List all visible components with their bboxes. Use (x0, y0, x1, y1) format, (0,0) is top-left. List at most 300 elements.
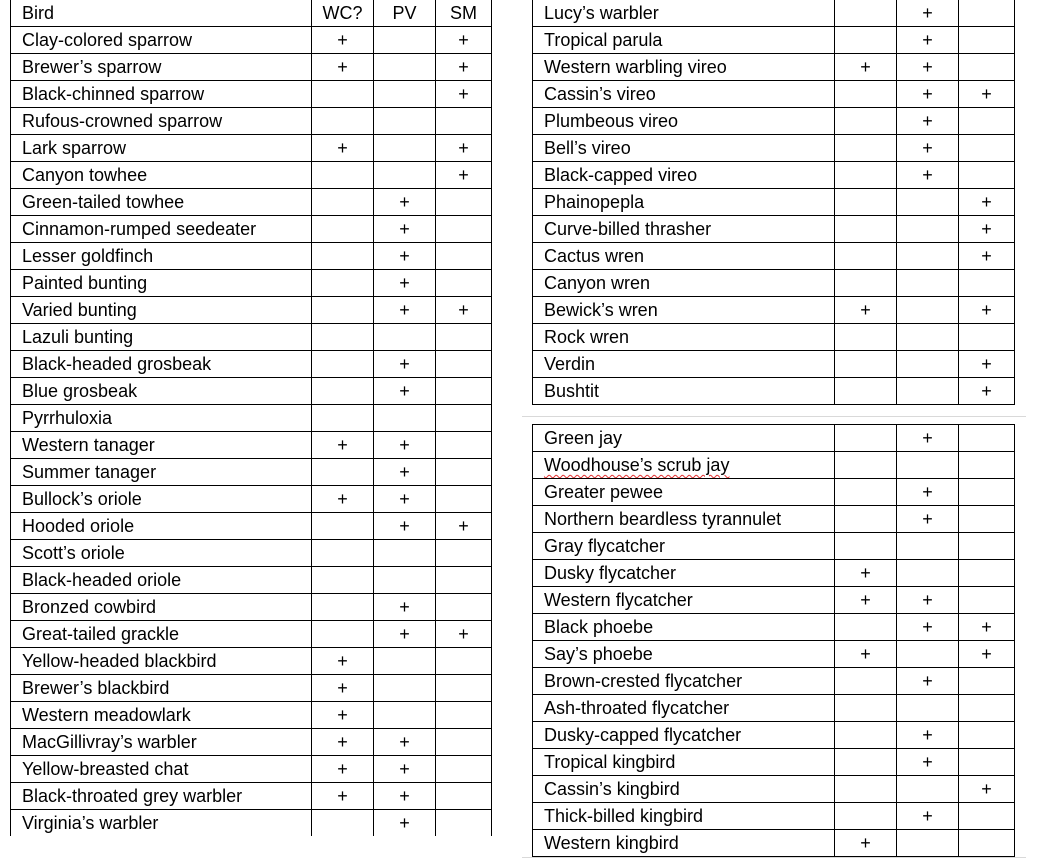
wc-mark-cell (312, 324, 374, 351)
pv-mark-cell (897, 243, 959, 270)
table-row (11, 270, 492, 297)
table-row (533, 614, 1015, 641)
wc-mark-cell (312, 405, 374, 432)
pv-mark-cell: + (897, 108, 959, 135)
table-row (533, 189, 1015, 216)
bird-name: Varied bunting (22, 300, 137, 320)
wc-mark-cell: + (835, 54, 897, 81)
sm-mark-cell: + (959, 351, 1015, 378)
pv-mark-cell: + (374, 783, 436, 810)
bird-name-cell (533, 162, 835, 189)
wc-mark-cell (312, 810, 374, 837)
pv-mark-cell (897, 560, 959, 587)
pv-mark-cell (897, 641, 959, 668)
bird-name-cell (11, 27, 312, 54)
table-row (533, 425, 1015, 452)
bird-name: Hooded oriole (22, 516, 135, 536)
bird-name: Northern beardless tyrannulet (544, 509, 782, 529)
table-row (533, 560, 1015, 587)
pv-mark-cell (897, 695, 959, 722)
wc-mark-cell (312, 378, 374, 405)
bird-name: Gray flycatcher (544, 536, 666, 556)
bird-name: Yellow-headed blackbird (22, 651, 217, 671)
pv-mark-cell: + (374, 297, 436, 324)
bird-name-cell (11, 675, 312, 702)
wc-mark-cell (835, 108, 897, 135)
bird-name: Green jay (544, 428, 623, 448)
sm-mark-cell (436, 216, 492, 243)
table-row (11, 189, 492, 216)
bird-name-cell (533, 0, 835, 27)
wc-mark-cell: + (312, 648, 374, 675)
bird-name: Brewer’s blackbird (22, 678, 170, 698)
bird-name-cell (533, 135, 835, 162)
bird-name: Tropical kingbird (544, 752, 676, 772)
bird-name-cell (11, 702, 312, 729)
sm-mark-cell (959, 452, 1015, 479)
pv-mark-cell (374, 54, 436, 81)
table-row (11, 756, 492, 783)
bird-name: Cinnamon-rumped seedeater (22, 219, 257, 239)
bird-name: Great-tailed grackle (22, 624, 180, 644)
sm-mark-cell (436, 243, 492, 270)
table-row (533, 776, 1015, 803)
pv-mark-cell: + (374, 486, 436, 513)
pv-mark-cell: + (897, 803, 959, 830)
bird-name-cell (533, 27, 835, 54)
table-row (11, 783, 492, 810)
table-row (11, 81, 492, 108)
sm-mark-cell: + (436, 621, 492, 648)
sm-mark-cell (959, 54, 1015, 81)
pv-mark-cell: + (374, 621, 436, 648)
bird-name: Yellow-breasted chat (22, 759, 189, 779)
pv-mark-cell: + (374, 270, 436, 297)
bird-name-cell (11, 189, 312, 216)
table-row (11, 702, 492, 729)
bird-name-cell (533, 81, 835, 108)
bird-name-cell (533, 452, 835, 479)
pv-mark-cell (374, 135, 436, 162)
sm-mark-cell (436, 648, 492, 675)
bird-name-cell (11, 486, 312, 513)
sm-mark-cell: + (959, 776, 1015, 803)
sm-mark-cell (436, 486, 492, 513)
sm-mark-cell (959, 324, 1015, 351)
table-row (533, 324, 1015, 351)
table-row (11, 108, 492, 135)
bird-name-cell (533, 587, 835, 614)
pv-mark-cell: + (374, 810, 436, 837)
wc-mark-cell (835, 216, 897, 243)
pv-mark-cell: + (374, 351, 436, 378)
wc-mark-cell (312, 351, 374, 378)
sm-mark-cell (436, 594, 492, 621)
bird-name: Bewick’s wren (544, 300, 658, 320)
table-row (11, 27, 492, 54)
pv-mark-cell: + (897, 27, 959, 54)
table-row (11, 459, 492, 486)
bird-name: Verdin (544, 354, 596, 374)
table-row (11, 243, 492, 270)
table-row (11, 621, 492, 648)
sm-mark-cell (436, 756, 492, 783)
pv-mark-cell: + (374, 432, 436, 459)
pv-mark-cell (897, 270, 959, 297)
bird-name: Curve-billed thrasher (544, 219, 712, 239)
bird-name: Canyon towhee (22, 165, 148, 185)
bird-name: Black-headed oriole (22, 570, 182, 590)
wc-mark-cell: + (312, 702, 374, 729)
sm-mark-cell: + (959, 243, 1015, 270)
wc-mark-cell (312, 540, 374, 567)
pv-mark-cell (897, 216, 959, 243)
bird-name-cell (533, 695, 835, 722)
header-bird: Bird (11, 0, 312, 27)
pv-mark-cell (374, 675, 436, 702)
bird-name-cell (11, 540, 312, 567)
sm-mark-cell: + (436, 81, 492, 108)
bird-name: Western kingbird (544, 833, 679, 853)
bird-name: Western flycatcher (544, 590, 693, 610)
sm-mark-cell (436, 675, 492, 702)
bird-name: Cassin’s kingbird (544, 779, 680, 799)
sm-mark-cell (436, 432, 492, 459)
table-row (11, 297, 492, 324)
sm-mark-cell (959, 749, 1015, 776)
bird-name-cell (533, 243, 835, 270)
wc-mark-cell: + (312, 783, 374, 810)
wc-mark-cell (312, 594, 374, 621)
wc-mark-cell (312, 567, 374, 594)
wc-mark-cell (835, 749, 897, 776)
bird-name: Phainopepla (544, 192, 645, 212)
sm-mark-cell (959, 722, 1015, 749)
bird-name-cell (11, 378, 312, 405)
bird-name-cell (533, 641, 835, 668)
bird-name-cell (11, 297, 312, 324)
pv-mark-cell (374, 108, 436, 135)
wc-mark-cell: + (312, 675, 374, 702)
sm-mark-cell (436, 810, 492, 837)
wc-mark-cell (312, 270, 374, 297)
bird-name-cell (11, 324, 312, 351)
wc-mark-cell (835, 351, 897, 378)
bird-name-cell (11, 162, 312, 189)
table-row (11, 54, 492, 81)
sm-mark-cell (436, 729, 492, 756)
table-row (533, 270, 1015, 297)
wc-mark-cell (835, 479, 897, 506)
bird-name: Rock wren (544, 327, 630, 347)
bird-name-cell (533, 216, 835, 243)
bird-name: Bullock’s oriole (22, 489, 142, 509)
wc-mark-cell (312, 621, 374, 648)
bird-table-right-bottom (532, 424, 1015, 857)
bird-name: Bell’s vireo (544, 138, 631, 158)
table-row (11, 432, 492, 459)
table-row (533, 243, 1015, 270)
wc-mark-cell: + (835, 641, 897, 668)
pv-mark-cell (897, 776, 959, 803)
sm-mark-cell (436, 270, 492, 297)
wc-mark-cell (312, 243, 374, 270)
bird-name-cell (533, 560, 835, 587)
wc-mark-cell (312, 81, 374, 108)
sm-mark-cell: + (436, 54, 492, 81)
table-row (11, 675, 492, 702)
table-row (11, 162, 492, 189)
wc-mark-cell: + (835, 560, 897, 587)
wc-mark-cell (312, 297, 374, 324)
pv-mark-cell: + (897, 479, 959, 506)
wc-mark-cell (835, 614, 897, 641)
sm-mark-cell: + (959, 297, 1015, 324)
bird-name: Black phoebe (544, 617, 654, 637)
sm-mark-cell: + (959, 641, 1015, 668)
wc-mark-cell (835, 506, 897, 533)
bird-name-cell (11, 270, 312, 297)
bird-name: Pyrrhuloxia (22, 408, 113, 428)
sm-mark-cell (959, 162, 1015, 189)
wc-mark-cell (835, 452, 897, 479)
table-row (533, 533, 1015, 560)
table-row (533, 378, 1015, 405)
bird-name: Cactus wren (544, 246, 645, 266)
bottom-separator-line (522, 857, 1026, 858)
sm-mark-cell (959, 479, 1015, 506)
bird-name-cell (11, 243, 312, 270)
table-row (533, 216, 1015, 243)
table-row (533, 54, 1015, 81)
pv-mark-cell: + (897, 162, 959, 189)
table-row (11, 729, 492, 756)
bird-name: Lucy’s warbler (544, 3, 659, 23)
pv-mark-cell: + (897, 425, 959, 452)
wc-mark-cell (835, 803, 897, 830)
table-row (533, 162, 1015, 189)
table-row (533, 587, 1015, 614)
bird-name-cell (11, 432, 312, 459)
wc-mark-cell: + (312, 486, 374, 513)
bird-name: Painted bunting (22, 273, 148, 293)
pv-mark-cell (374, 162, 436, 189)
pv-mark-cell: + (897, 135, 959, 162)
wc-mark-cell (312, 189, 374, 216)
header-pv: PV (374, 0, 436, 27)
table-row (11, 594, 492, 621)
header-row (11, 0, 492, 27)
bird-name-cell (533, 668, 835, 695)
bird-name-cell (11, 216, 312, 243)
table-row (533, 351, 1015, 378)
sm-mark-cell (436, 189, 492, 216)
bird-name: Plumbeous vireo (544, 111, 679, 131)
wc-mark-cell (835, 135, 897, 162)
pv-mark-cell (897, 378, 959, 405)
sm-mark-cell (436, 540, 492, 567)
bird-name-cell (533, 776, 835, 803)
wc-mark-cell (312, 459, 374, 486)
sm-mark-cell (436, 405, 492, 432)
sm-mark-cell (959, 0, 1015, 27)
wc-mark-cell (312, 513, 374, 540)
bird-name-cell (11, 513, 312, 540)
pv-mark-cell: + (897, 668, 959, 695)
table-row (11, 378, 492, 405)
table-row (533, 695, 1015, 722)
bird-name-cell (11, 108, 312, 135)
bird-name-cell (11, 459, 312, 486)
bird-name: Brewer’s sparrow (22, 57, 162, 77)
pv-mark-cell: + (374, 189, 436, 216)
wc-mark-cell (835, 162, 897, 189)
bird-name: Canyon wren (544, 273, 651, 293)
pv-mark-cell (374, 324, 436, 351)
wc-mark-cell (835, 189, 897, 216)
bird-name-cell (533, 506, 835, 533)
wc-mark-cell (835, 668, 897, 695)
bird-name-cell (533, 803, 835, 830)
bird-name: Ash-throated flycatcher (544, 698, 730, 718)
bird-name: Summer tanager (22, 462, 157, 482)
wc-mark-cell (835, 378, 897, 405)
table-row (533, 81, 1015, 108)
table-row (533, 479, 1015, 506)
pv-mark-cell (897, 189, 959, 216)
wc-mark-cell (835, 425, 897, 452)
table-row (533, 749, 1015, 776)
wc-mark-cell: + (835, 830, 897, 857)
bird-name-cell (533, 749, 835, 776)
table-row (533, 135, 1015, 162)
table-row (533, 668, 1015, 695)
pv-mark-cell (374, 702, 436, 729)
bird-name: Tropical parula (544, 30, 663, 50)
pv-mark-cell (374, 567, 436, 594)
bird-name: Lark sparrow (22, 138, 127, 158)
bird-name: Black-capped vireo (544, 165, 698, 185)
pv-mark-cell: + (897, 749, 959, 776)
bird-name: Black-headed grosbeak (22, 354, 212, 374)
pv-mark-cell (897, 324, 959, 351)
table-row (11, 324, 492, 351)
bird-name: Cassin’s vireo (544, 84, 656, 104)
wc-mark-cell: + (835, 297, 897, 324)
pv-mark-cell: + (374, 594, 436, 621)
sm-mark-cell (436, 783, 492, 810)
bird-name: Lesser goldfinch (22, 246, 154, 266)
bird-name-cell (533, 351, 835, 378)
bird-name: Dusky flycatcher (544, 563, 677, 583)
pv-mark-cell: + (897, 506, 959, 533)
bird-name-cell (533, 324, 835, 351)
bird-name-cell (11, 756, 312, 783)
bird-name: Lazuli bunting (22, 327, 134, 347)
table-row (533, 830, 1015, 857)
wc-mark-cell (312, 108, 374, 135)
bird-name: Thick-billed kingbird (544, 806, 704, 826)
bird-name: Blue grosbeak (22, 381, 138, 401)
sm-mark-cell (959, 135, 1015, 162)
wc-mark-cell (312, 162, 374, 189)
sm-mark-cell (959, 695, 1015, 722)
table-row (11, 405, 492, 432)
table-row (533, 27, 1015, 54)
sm-mark-cell (959, 506, 1015, 533)
sm-mark-cell (436, 702, 492, 729)
bird-name: Bushtit (544, 381, 600, 401)
wc-mark-cell (835, 533, 897, 560)
table-row (11, 648, 492, 675)
pv-mark-cell (897, 297, 959, 324)
bird-name-cell (533, 108, 835, 135)
table-row (533, 297, 1015, 324)
wc-mark-cell (835, 81, 897, 108)
wc-mark-cell (835, 776, 897, 803)
bird-name-cell (533, 830, 835, 857)
bird-name-cell (533, 378, 835, 405)
bird-name: Black-throated grey warbler (22, 786, 243, 806)
bird-name-cell (533, 533, 835, 560)
bird-name-cell (533, 297, 835, 324)
bird-name-cell (533, 614, 835, 641)
bird-name-cell (533, 270, 835, 297)
table-row (11, 540, 492, 567)
bird-name-cell (533, 54, 835, 81)
sm-mark-cell (959, 533, 1015, 560)
sm-mark-cell: + (959, 378, 1015, 405)
table-row (11, 810, 492, 837)
sm-mark-cell (959, 27, 1015, 54)
sm-mark-cell: + (436, 135, 492, 162)
bird-name-cell (11, 648, 312, 675)
sm-mark-cell (959, 425, 1015, 452)
pv-mark-cell: + (374, 243, 436, 270)
table-row (533, 0, 1015, 27)
sm-mark-cell: + (959, 189, 1015, 216)
bird-name-cell (533, 189, 835, 216)
bird-table-left (10, 0, 492, 836)
bird-name: Greater pewee (544, 482, 664, 502)
bird-name-cell (533, 425, 835, 452)
pv-mark-cell: + (374, 459, 436, 486)
sm-mark-cell: + (436, 27, 492, 54)
bird-name: Scott’s oriole (22, 543, 125, 563)
wc-mark-cell: + (312, 54, 374, 81)
table-row (533, 641, 1015, 668)
wc-mark-cell: + (312, 729, 374, 756)
table-row (11, 216, 492, 243)
wc-mark-cell: + (835, 587, 897, 614)
sm-mark-cell (436, 378, 492, 405)
bird-name: Woodhouse’s scrub jay (544, 455, 730, 475)
pv-mark-cell (374, 648, 436, 675)
bird-name: Brown-crested flycatcher (544, 671, 743, 691)
pv-mark-cell: + (897, 722, 959, 749)
pv-mark-cell: + (374, 729, 436, 756)
bird-name-cell (11, 567, 312, 594)
bird-name: Rufous-crowned sparrow (22, 111, 223, 131)
sm-mark-cell: + (959, 81, 1015, 108)
sm-mark-cell: + (959, 614, 1015, 641)
pv-mark-cell (374, 405, 436, 432)
wc-mark-cell: + (312, 135, 374, 162)
wc-mark-cell (835, 243, 897, 270)
bird-name-cell (11, 405, 312, 432)
table-row (11, 135, 492, 162)
sm-mark-cell: + (959, 216, 1015, 243)
